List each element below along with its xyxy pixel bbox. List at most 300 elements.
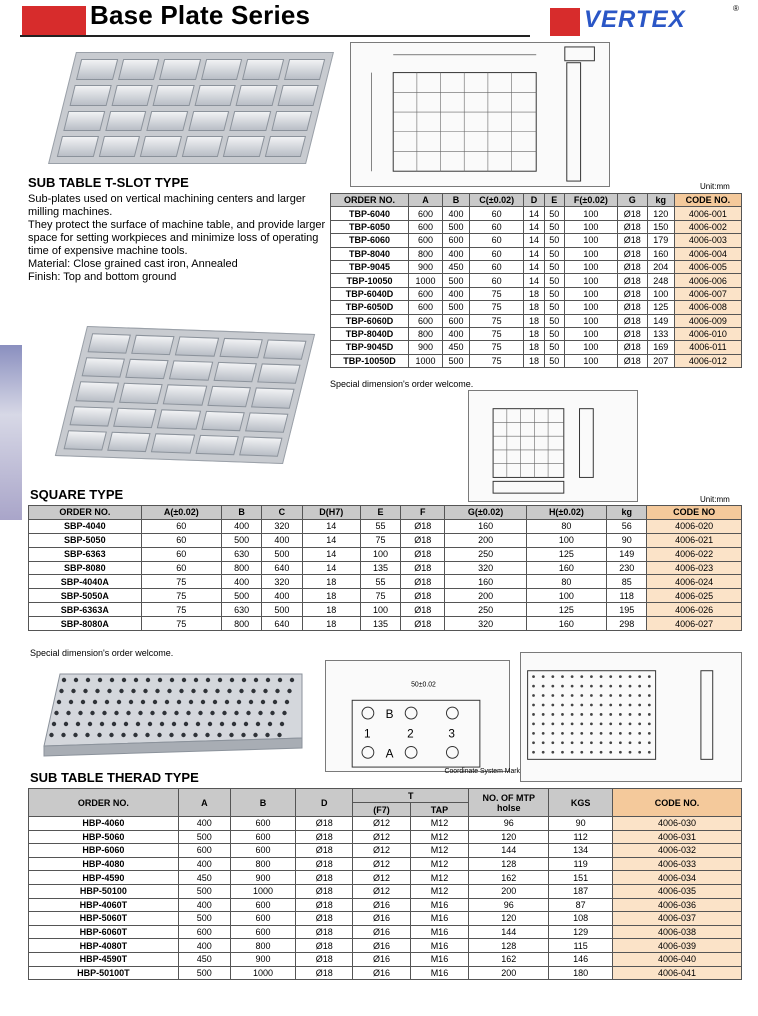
drawing-hole [648, 741, 651, 744]
thread-hole [74, 678, 78, 682]
col-order-no: ORDER NO. [29, 506, 142, 520]
table-row [29, 547, 742, 561]
thread-hole [182, 678, 186, 682]
code-no-cell: 4006-005 [674, 260, 741, 273]
thread-hole [280, 722, 284, 726]
coord-label-1: 1 [363, 727, 371, 741]
drawing-hole [648, 685, 651, 688]
drawing-hole [590, 751, 593, 754]
drawing-hole [561, 713, 564, 716]
thread-hole [93, 700, 97, 704]
order-no-cell: SBP-8080 [29, 561, 142, 575]
drawing-hole [580, 732, 583, 735]
thread-hole [234, 711, 238, 715]
thread-hole [254, 678, 258, 682]
table-cell: Ø18 [617, 274, 647, 287]
table-cell: 200 [445, 533, 526, 547]
drawing-hole [561, 751, 564, 754]
col-g: G(±0.02) [445, 506, 526, 520]
table-cell: 298 [607, 617, 647, 631]
code-no-cell: 4006-010 [674, 327, 741, 340]
drawing-hole [600, 723, 603, 726]
order-no-cell: HBP-5060 [29, 830, 179, 844]
table-cell: Ø18 [296, 884, 353, 898]
coord-label-2: 2 [407, 727, 414, 741]
drawing-hole [638, 723, 641, 726]
order-no-cell: HBP-50100 [29, 884, 179, 898]
col-e: E [360, 506, 400, 520]
table-cell: Ø18 [617, 287, 647, 300]
drawing-hole [629, 685, 632, 688]
code-no-cell: 4006-023 [647, 561, 742, 575]
drawing-hole [609, 732, 612, 735]
col-t-tap: TAP [410, 803, 469, 817]
drawing-hole [551, 751, 554, 754]
table-cell: Ø18 [617, 220, 647, 233]
square-unit: Unit:mm [700, 495, 730, 504]
tslot-note: Special dimension's order welcome. [330, 379, 474, 389]
table-cell: 100 [564, 207, 617, 220]
tslot-description [28, 193, 328, 284]
thread-hole [206, 678, 210, 682]
thread-hole [268, 722, 272, 726]
order-no-cell: SBP-5050 [29, 533, 142, 547]
table-cell: 600 [409, 287, 443, 300]
table-row [331, 234, 742, 247]
drawing-hole [648, 751, 651, 754]
table-cell: 500 [178, 966, 230, 980]
brand-logo-mark [550, 8, 580, 36]
drawing-hole [561, 741, 564, 744]
thread-hole [121, 733, 125, 737]
thread-hole [64, 722, 68, 726]
table-cell: Ø12 [353, 844, 410, 858]
code-no-cell: 4006-003 [674, 234, 741, 247]
thread-table [28, 788, 742, 980]
thread-hole [167, 689, 171, 693]
col-e: E [544, 194, 564, 207]
table-cell: 146 [549, 952, 613, 966]
table-cell: 60 [141, 533, 221, 547]
thread-hole [114, 711, 118, 715]
table-cell: 115 [549, 939, 613, 953]
code-no-cell: 4006-001 [674, 207, 741, 220]
col-kg: kg [607, 506, 647, 520]
thread-hole [273, 700, 277, 704]
table-cell: 134 [549, 844, 613, 858]
thread-hole [229, 733, 233, 737]
thread-hole [133, 733, 137, 737]
table-cell: 600 [409, 314, 443, 327]
col-kgs: KGS [549, 789, 613, 817]
drawing-hole [580, 694, 583, 697]
drawing-hole [619, 675, 622, 678]
table-cell: Ø16 [353, 912, 410, 926]
table-cell: 75 [360, 533, 400, 547]
table-cell: 800 [221, 617, 261, 631]
table-cell: Ø18 [617, 234, 647, 247]
drawing-hole [580, 675, 583, 678]
thread-hole [145, 733, 149, 737]
table-cell: 640 [262, 617, 302, 631]
thread-hole [98, 678, 102, 682]
code-no-cell: 4006-038 [613, 925, 742, 939]
table-cell: 18 [524, 287, 544, 300]
thread-hole [218, 678, 222, 682]
table-row [29, 589, 742, 603]
square-table [28, 505, 742, 631]
table-cell: 800 [230, 857, 295, 871]
table-cell: 149 [607, 547, 647, 561]
drawing-hole [542, 741, 545, 744]
thread-hole [277, 733, 281, 737]
col-c: C(±0.02) [470, 194, 524, 207]
thread-hole [203, 689, 207, 693]
thread-hole [253, 733, 257, 737]
thread-hole [237, 700, 241, 704]
table-cell: 400 [178, 857, 230, 871]
table-cell: M16 [410, 952, 469, 966]
table-cell: Ø18 [617, 341, 647, 354]
col-h: H(±0.02) [526, 506, 606, 520]
table-cell: Ø18 [401, 575, 445, 589]
table-cell: Ø12 [353, 830, 410, 844]
thread-hole [222, 711, 226, 715]
drawing-hole [629, 723, 632, 726]
thread-hole [141, 700, 145, 704]
table-cell: 900 [230, 871, 295, 885]
drawing-hole [629, 713, 632, 716]
table-cell: 162 [469, 871, 549, 885]
order-no-cell: TBP-8040D [331, 327, 409, 340]
drawing-hole [638, 685, 641, 688]
table-cell: 75 [141, 589, 221, 603]
col-order-no: ORDER NO. [29, 789, 179, 817]
drawing-hole [580, 685, 583, 688]
table-cell: 18 [302, 589, 360, 603]
drawing-hole [609, 704, 612, 707]
drawing-hole [600, 751, 603, 754]
table-cell: 75 [470, 301, 524, 314]
drawing-hole [619, 732, 622, 735]
thread-hole [83, 689, 87, 693]
table-cell: 200 [445, 589, 526, 603]
table-row [29, 939, 742, 953]
col-a: A [178, 789, 230, 817]
order-no-cell: HBP-4060T [29, 898, 179, 912]
table-cell: 160 [526, 617, 606, 631]
table-header-row [29, 506, 742, 520]
table-row [29, 966, 742, 980]
table-cell: 900 [409, 260, 443, 273]
table-cell: Ø12 [353, 871, 410, 885]
table-cell: 14 [302, 547, 360, 561]
table-cell: 60 [470, 220, 524, 233]
table-cell: 75 [470, 341, 524, 354]
table-cell: 160 [445, 519, 526, 533]
table-cell: 55 [360, 575, 400, 589]
table-cell: 90 [549, 817, 613, 831]
description-line: Sub-plates used on vertical machining centers and larger milling machines. [28, 193, 306, 218]
order-no-cell: SBP-4040 [29, 519, 142, 533]
drawing-hole [571, 713, 574, 716]
table-row [331, 207, 742, 220]
table-cell: 500 [442, 301, 469, 314]
thread-hole [57, 700, 61, 704]
table-cell: 600 [230, 898, 295, 912]
drawing-hole [609, 685, 612, 688]
table-cell: 60 [470, 260, 524, 273]
order-no-cell: HBP-50100T [29, 966, 179, 980]
thread-hole [242, 678, 246, 682]
table-cell: 151 [549, 871, 613, 885]
drawing-hole [648, 732, 651, 735]
table-cell: 14 [524, 234, 544, 247]
table-cell: Ø18 [401, 589, 445, 603]
table-cell: 207 [647, 354, 674, 367]
table-cell: 75 [141, 575, 221, 589]
thread-hole [66, 711, 70, 715]
drawing-hole [542, 704, 545, 707]
table-cell: 129 [549, 925, 613, 939]
table-cell: 100 [564, 341, 617, 354]
table-cell: 50 [544, 301, 564, 314]
table-cell: Ø12 [353, 817, 410, 831]
thread-hole [270, 711, 274, 715]
thread-hole [109, 733, 113, 737]
thread-hole [261, 700, 265, 704]
table-row [29, 912, 742, 926]
description-line: Finish: Top and bottom ground [28, 271, 177, 283]
thread-hole [285, 700, 289, 704]
col-t: T [353, 789, 469, 803]
thread-hole [54, 711, 58, 715]
order-no-cell: HBP-5060T [29, 912, 179, 926]
order-no-cell: HBP-4060 [29, 817, 179, 831]
table-cell: 500 [262, 547, 302, 561]
thread-hole [170, 678, 174, 682]
table-row [29, 561, 742, 575]
col-d: D(H7) [302, 506, 360, 520]
thread-hole [162, 711, 166, 715]
side-catalog-thumbnails [0, 345, 22, 520]
drawing-hole [561, 732, 564, 735]
table-cell: 800 [221, 561, 261, 575]
thread-hole [129, 700, 133, 704]
table-cell: Ø18 [296, 871, 353, 885]
drawing-hole [590, 723, 593, 726]
table-cell: 96 [469, 817, 549, 831]
table-cell: 50 [544, 220, 564, 233]
drawing-hole [638, 741, 641, 744]
thread-hole [230, 678, 234, 682]
drawing-hole [619, 704, 622, 707]
drawing-hole [580, 723, 583, 726]
drawing-hole [590, 675, 593, 678]
table-row [331, 327, 742, 340]
thread-hole [49, 733, 53, 737]
table-cell: Ø16 [353, 939, 410, 953]
order-no-cell: TBP-6060D [331, 314, 409, 327]
table-cell: 50 [544, 354, 564, 367]
drawing-hole [532, 713, 535, 716]
thread-hole [81, 700, 85, 704]
thread-hole [241, 733, 245, 737]
table-cell: 400 [221, 575, 261, 589]
thread-hole [177, 700, 181, 704]
table-cell: Ø12 [353, 857, 410, 871]
drawing-hole [532, 741, 535, 744]
table-cell: 248 [647, 274, 674, 287]
thread-hole [158, 678, 162, 682]
col-mtp-holes: NO. OF MTP holse [469, 789, 549, 817]
brand-name: VERTEX [584, 6, 686, 33]
thread-hole [239, 689, 243, 693]
table-cell: 400 [178, 817, 230, 831]
order-no-cell: SBP-4040A [29, 575, 142, 589]
thread-hole [119, 689, 123, 693]
table-cell: 640 [262, 561, 302, 575]
thread-hole [246, 711, 250, 715]
table-cell: 50 [544, 274, 564, 287]
table-cell: 60 [470, 247, 524, 260]
drawing-hole [629, 751, 632, 754]
thread-hole [213, 700, 217, 704]
code-no-cell: 4006-011 [674, 341, 741, 354]
table-row [29, 817, 742, 831]
drawing-hole [571, 723, 574, 726]
thread-hole [256, 722, 260, 726]
col-d: D [524, 194, 544, 207]
table-cell: M12 [410, 830, 469, 844]
table-cell: 14 [524, 260, 544, 273]
table-cell: 80 [526, 575, 606, 589]
table-cell: 55 [360, 519, 400, 533]
table-cell: Ø18 [617, 247, 647, 260]
thread-technical-drawing [520, 652, 742, 782]
table-cell: 50 [544, 234, 564, 247]
drawing-hole [648, 713, 651, 716]
order-no-cell: HBP-4590T [29, 952, 179, 966]
table-cell: 160 [647, 247, 674, 260]
table-cell: 500 [442, 274, 469, 287]
code-no-cell: 4006-008 [674, 301, 741, 314]
drawing-hole [580, 741, 583, 744]
table-cell: 85 [607, 575, 647, 589]
table-cell: 14 [302, 561, 360, 575]
table-cell: 75 [470, 287, 524, 300]
table-cell: 600 [409, 234, 443, 247]
drawing-hole [638, 751, 641, 754]
table-cell: 450 [442, 260, 469, 273]
table-cell: 50 [544, 247, 564, 260]
drawing-hole [609, 675, 612, 678]
table-cell: 56 [607, 519, 647, 533]
drawing-hole [638, 732, 641, 735]
table-cell: 135 [360, 561, 400, 575]
thread-hole [146, 678, 150, 682]
tslot-plate-photo [48, 52, 334, 164]
coordinate-marking-caption: Coordinate System Marking [444, 767, 530, 775]
drawing-hole [609, 723, 612, 726]
header-logo [22, 6, 86, 36]
table-cell: 14 [302, 519, 360, 533]
description-line: Material: Close grained cast iron, Annealed [28, 258, 238, 270]
order-no-cell: TBP-6040D [331, 287, 409, 300]
table-cell: 500 [178, 884, 230, 898]
thread-hole [134, 678, 138, 682]
table-cell: 135 [360, 617, 400, 631]
order-no-cell: SBP-6363 [29, 547, 142, 561]
col-f: F [401, 506, 445, 520]
order-no-cell: TBP-9045 [331, 260, 409, 273]
table-cell: Ø18 [401, 561, 445, 575]
order-no-cell: HBP-6060T [29, 925, 179, 939]
drawing-hole [542, 675, 545, 678]
table-cell: 149 [647, 314, 674, 327]
table-cell: 119 [549, 857, 613, 871]
thread-hole [225, 700, 229, 704]
table-cell: 600 [409, 220, 443, 233]
table-row [29, 533, 742, 547]
table-cell: 500 [178, 830, 230, 844]
table-cell: 400 [442, 287, 469, 300]
table-row [29, 830, 742, 844]
table-cell: 50 [544, 341, 564, 354]
table-cell: 400 [442, 207, 469, 220]
table-cell: 450 [178, 871, 230, 885]
order-no-cell: SBP-6363A [29, 603, 142, 617]
table-row [331, 220, 742, 233]
table-cell: 14 [524, 247, 544, 260]
table-cell: 100 [564, 274, 617, 287]
order-no-cell: SBP-8080A [29, 617, 142, 631]
tslot-section-title: SUB TABLE T-SLOT TYPE [28, 175, 189, 190]
drawing-hole [551, 741, 554, 744]
description-line: They protect the surface of machine table, and provide larger space for setting workpieces and minimize loss of operating time of expensive machine tools. [28, 219, 326, 257]
table-header-row [29, 789, 742, 803]
thread-hole [148, 722, 152, 726]
table-cell: Ø18 [296, 830, 353, 844]
table-cell: 600 [409, 207, 443, 220]
thread-hole [62, 678, 66, 682]
code-no-cell: 4006-002 [674, 220, 741, 233]
thread-hole [174, 711, 178, 715]
table-cell: 900 [230, 952, 295, 966]
table-cell: 100 [564, 220, 617, 233]
drawing-hole [542, 713, 545, 716]
table-cell: Ø18 [617, 207, 647, 220]
col-b: B [221, 506, 261, 520]
table-cell: 75 [141, 617, 221, 631]
thread-coordinate-drawing [325, 660, 530, 775]
col-g: G [617, 194, 647, 207]
order-no-cell: TBP-6060 [331, 234, 409, 247]
drawing-hole [580, 704, 583, 707]
table-cell: 400 [178, 898, 230, 912]
table-cell: Ø18 [401, 547, 445, 561]
thread-hole [160, 722, 164, 726]
drawing-hole [580, 751, 583, 754]
code-no-cell: 4006-039 [613, 939, 742, 953]
table-cell: 250 [445, 547, 526, 561]
thread-hole [201, 700, 205, 704]
table-cell: 100 [564, 287, 617, 300]
table-cell: Ø18 [617, 314, 647, 327]
drawing-hole [551, 713, 554, 716]
table-cell: 120 [647, 207, 674, 220]
table-cell: 600 [442, 234, 469, 247]
